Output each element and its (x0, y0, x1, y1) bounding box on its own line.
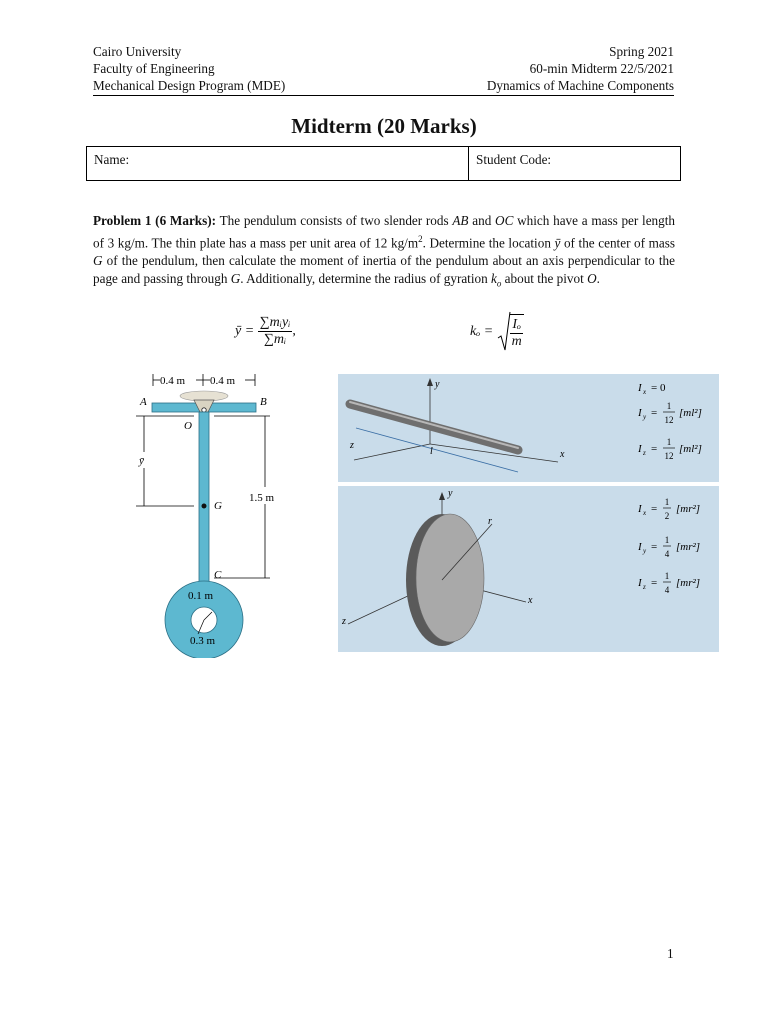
disk-ix-value: [mr²] (676, 503, 701, 515)
header-university: Cairo University (93, 44, 182, 59)
rod-iz-symbol: I (638, 443, 642, 455)
header-semester: Spring 2021 (609, 44, 674, 59)
dim-height-label: 1.5 m (249, 492, 275, 504)
problem-text: which have a mass per length of 3 kg/m. The thin plate has a mass per unit area of 12 kg/m (93, 213, 676, 251)
exponent: 2 (418, 234, 423, 244)
disk-axis-z: z (342, 616, 346, 627)
ko-equation (470, 310, 524, 354)
disk-iy-value: [mr²] (676, 541, 701, 553)
svg-text:=: = (651, 541, 658, 553)
ko-denominator: m (511, 334, 522, 349)
svg-text:=: = (651, 443, 658, 455)
rod-iz-numerator: 1 (666, 437, 672, 447)
rod-ix-subscript: x (643, 388, 647, 396)
ybar-lhs: ȳ = (235, 323, 255, 339)
disk-ix-denominator: 2 (664, 511, 670, 521)
disk-radius-label: r (488, 516, 492, 527)
rod-axis-x: x (560, 449, 565, 460)
disk-iy-numerator: 1 (664, 535, 670, 545)
disk-face (416, 514, 484, 642)
rod-oc-ref: OC (495, 213, 514, 228)
ko-subscript: o (496, 279, 502, 290)
disk-iy-symbol: I (638, 541, 642, 553)
ko-fraction (510, 314, 524, 350)
ybar-comma: , (292, 323, 296, 339)
problem-heading: Problem 1 (6 Marks): (93, 213, 217, 228)
problem-text: of the center of mass (560, 235, 676, 251)
o-ref: O (587, 271, 597, 287)
name-label: Name: (94, 152, 130, 167)
problem-text: . Determine the location (422, 235, 555, 251)
svg-text:=: = (651, 577, 658, 589)
ybar-equation (235, 315, 296, 348)
pivot-o-icon (202, 408, 206, 412)
name-field[interactable] (87, 147, 469, 180)
ybar-numerator: ∑mᵢyᵢ (259, 315, 291, 330)
ko-lhs: kₒ = (470, 324, 494, 340)
g-ref: G (93, 253, 103, 269)
disk-iy-subscript: y (643, 547, 647, 555)
rod-ab-ref: AB (452, 213, 469, 228)
problem-text: and (468, 213, 496, 228)
label-o: O (184, 420, 192, 432)
disk-iy-denominator: 4 (664, 549, 670, 559)
header-program: Mechanical Design Program (MDE) (93, 78, 286, 93)
svg-text:=: = (651, 407, 658, 419)
rod-oc (199, 412, 209, 594)
inertia-reference-figure (338, 374, 719, 652)
label-g: G (214, 500, 222, 512)
disk-iz-denominator: 4 (664, 585, 670, 595)
label-b: B (260, 396, 267, 408)
ceiling-support (180, 391, 228, 401)
disk-iz-numerator: 1 (664, 571, 670, 581)
center-of-mass-g-icon (202, 504, 207, 509)
rod-ix-symbol: I (638, 382, 642, 394)
rod-iy-symbol: I (638, 407, 642, 419)
problem-text: of the pendulum, then calculate the moment of inertia of the pendulum about an axis perpendicular to the page and passing through (93, 253, 675, 287)
ybar-ref: ȳ (554, 235, 561, 251)
dim-inner-label: 0.1 m (188, 590, 214, 602)
disk-axis-x: x (528, 595, 533, 606)
ko-ref: k (491, 271, 497, 287)
disk-panel (338, 486, 719, 652)
problem-text: The pendulum consists of two slender rods (216, 213, 453, 228)
disk-iz-symbol: I (638, 577, 642, 589)
ybar-fraction (258, 315, 293, 348)
rod-iy-subscript: y (643, 413, 647, 421)
svg-text:=: = (651, 503, 658, 515)
rod-iz-denominator: 12 (664, 451, 674, 461)
rod-iy-denominator: 12 (664, 415, 674, 425)
student-id-box (86, 146, 681, 181)
disk-ix-subscript: x (643, 509, 647, 517)
disk-ix-numerator: 1 (664, 497, 670, 507)
rod-iz-value: [ml²] (679, 443, 702, 455)
problem-text: . (596, 271, 600, 287)
student-code-field[interactable] (469, 147, 558, 180)
student-code-label: Student Code: (476, 152, 552, 167)
dim-right-label: 0.4 m (210, 375, 236, 387)
rod-axis-y: y (435, 379, 440, 390)
problem-text: . Additionally, determine the radius of gyration (240, 271, 491, 287)
ybar-denominator: ∑mᵢ (263, 332, 287, 347)
rod-iz-subscript: z (643, 449, 646, 457)
g-ref: G (230, 271, 241, 287)
label-ybar: ȳ (139, 455, 144, 467)
disk-axis-y: y (448, 488, 453, 499)
rod-length-label: l (430, 446, 433, 457)
document-header (93, 43, 674, 94)
dim-outer-label: 0.3 m (190, 635, 216, 647)
sqrt-sign-icon (497, 310, 511, 354)
header-divider (93, 95, 674, 96)
rod-iy-numerator: 1 (666, 401, 672, 411)
problem-text: about the pivot (501, 271, 588, 287)
label-a: A (140, 396, 147, 408)
disk-iz-value: [mr²] (676, 577, 701, 589)
problem-statement (93, 212, 675, 293)
header-course: Dynamics of Machine Components (486, 78, 674, 93)
ko-numerator: Iₒ (512, 317, 522, 332)
page-number: 1 (667, 946, 674, 961)
disk-ix-symbol: I (638, 503, 642, 515)
label-c: C (214, 569, 222, 581)
header-exam-info: 60-min Midterm 22/5/2021 (529, 61, 674, 76)
header-faculty: Faculty of Engineering (93, 61, 215, 76)
dim-left-label: 0.4 m (160, 375, 186, 387)
rod-iy-value: [ml²] (679, 407, 702, 419)
disk-iz-subscript: z (643, 583, 646, 591)
pendulum-figure (130, 372, 300, 658)
rod-axis-z: z (350, 440, 354, 451)
page-title: Midterm (20 Marks) (291, 114, 477, 138)
rod-ix-value: = 0 (651, 382, 666, 394)
